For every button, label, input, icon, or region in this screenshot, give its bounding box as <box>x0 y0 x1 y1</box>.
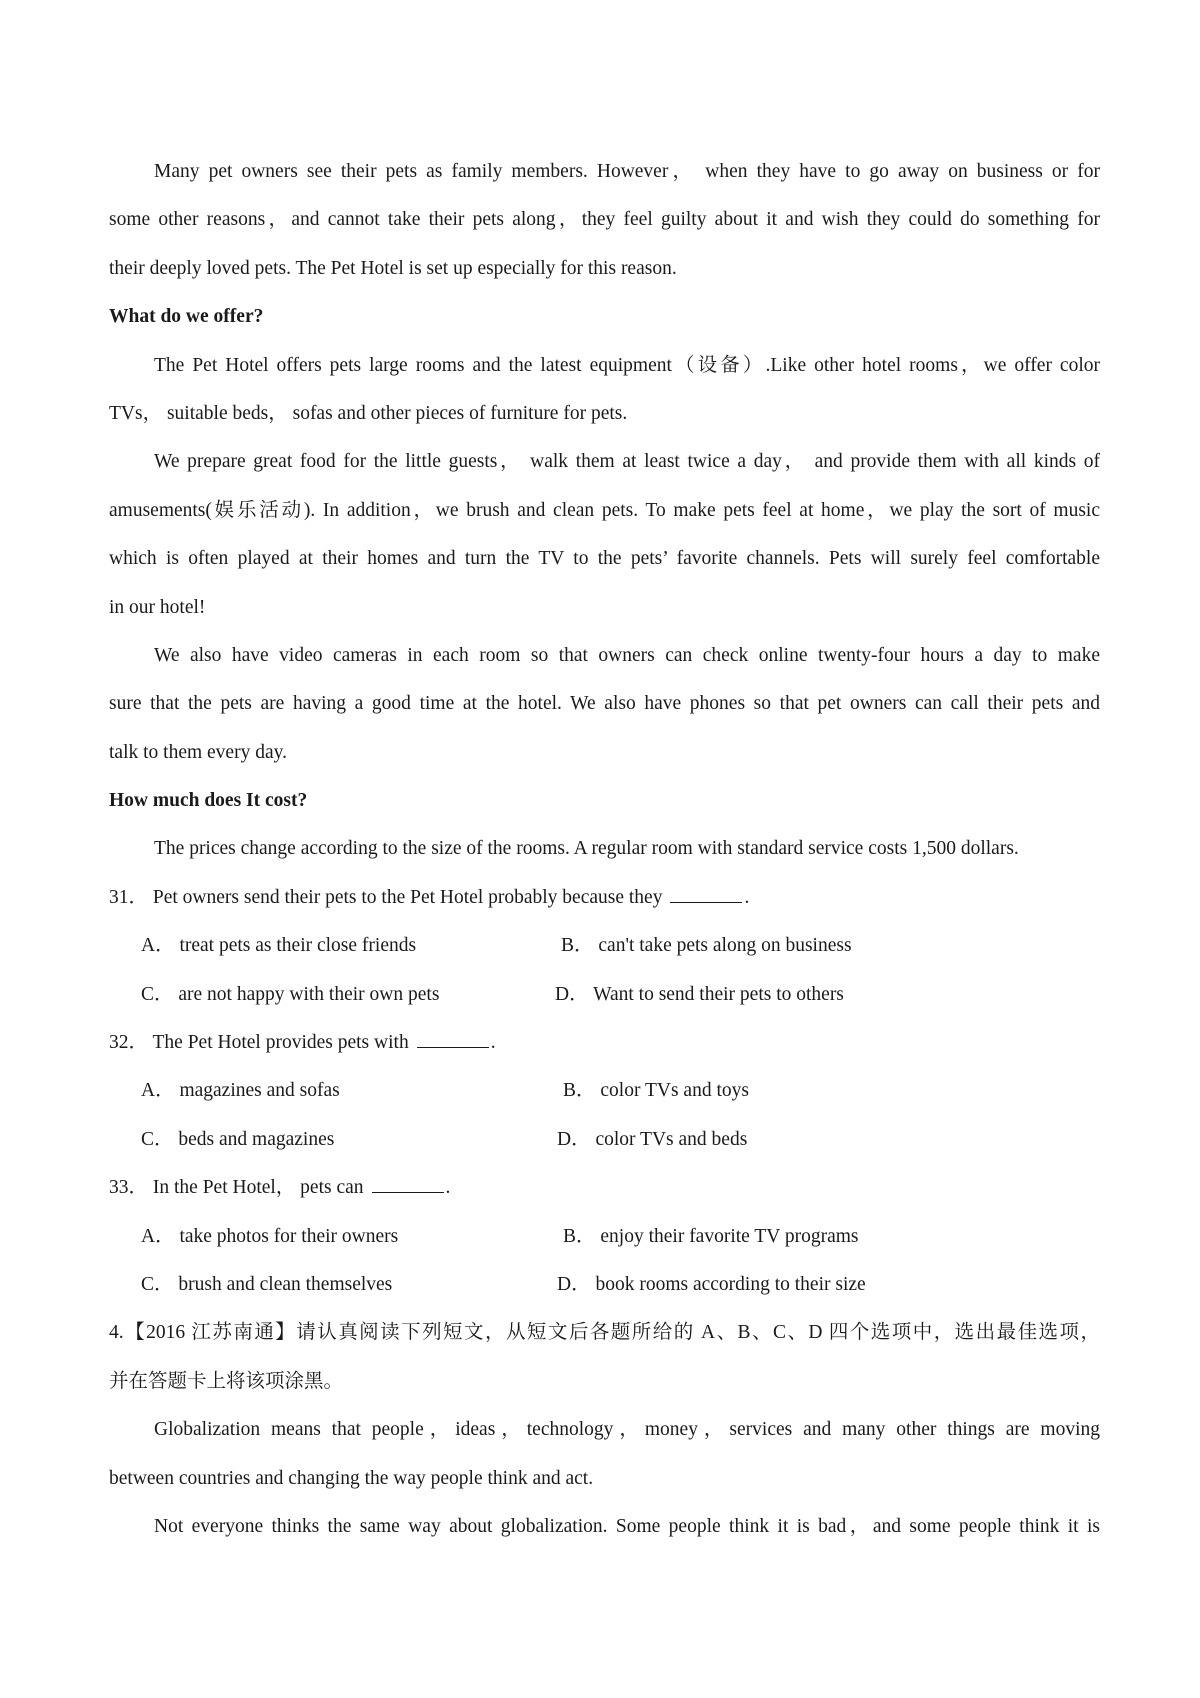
passage1-p4-line3: talk to them every day. <box>109 741 287 763</box>
section4-p2-line1: Not everyone thinks the same way about globalization. Some people think it is bad，and some people think it is <box>154 1515 1100 1537</box>
question-32-options-row1 <box>109 1067 1100 1115</box>
section4-instruction-line2: 并在答题卡上将该项涂黑。 <box>109 1370 344 1392</box>
question-stem-text: 33． In the Pet Hotel， pets can <box>109 1177 364 1199</box>
question-31-options-row1 <box>109 922 1100 970</box>
passage1-p5: The prices change according to the size of the rooms. A regular room with standard service costs 1,500 dollars. <box>154 838 1019 860</box>
question-stem-end: . <box>744 886 750 908</box>
passage1-p4-line1: We also have video cameras in each room so that owners can check online twenty-four hours a day to make <box>154 644 1100 666</box>
question-stem-text: 31． Pet owners send their pets to the Pet Hotel probably because they <box>109 886 663 908</box>
option-c: C． are not happy with their own pets <box>141 983 440 1005</box>
passage1-p3-line4: in our hotel! <box>109 596 206 618</box>
section4-p1-line1: Globalization means that people，ideas，technology，money，services and many other things are moving <box>154 1419 1100 1441</box>
passage1-p2-line2: TVs， suitable beds， sofas and other pieces of furniture for pets. <box>109 402 628 424</box>
passage1-p3-line3: which is often played at their homes and turn the TV to the pets’ favorite channels. Pets will surely feel comfortable <box>109 548 1100 570</box>
option-a: A． treat pets as their close friends <box>141 935 417 957</box>
passage1-p3-line1: We prepare great food for the little guests， walk them at least twice a day， and provide them with all kinds of <box>154 451 1100 473</box>
option-b: B． color TVs and toys <box>563 1080 749 1102</box>
question-stem-text: 32． The Pet Hotel provides pets with <box>109 1032 409 1054</box>
section-heading-offer: What do we offer? <box>109 306 264 328</box>
question-32-stem <box>109 1019 1100 1067</box>
option-c: C． beds and magazines <box>141 1128 335 1150</box>
passage1-p1-line1: Many pet owners see their pets as family members. However， when they have to go away on business or for <box>154 161 1100 182</box>
passage1-p3-line2: amusements(娱乐活动). In addition，we brush and clean pets. To make pets feel at home，we play the sort of music <box>109 499 1100 521</box>
question-stem-end: . <box>490 1032 496 1054</box>
question-33-options-row2 <box>109 1261 1100 1309</box>
question-31-options-row2 <box>109 971 1100 1019</box>
option-b: B． enjoy their favorite TV programs <box>563 1225 859 1247</box>
option-d: D． book rooms according to their size <box>557 1273 866 1295</box>
answer-blank <box>417 1028 489 1048</box>
section4-p1-line2: between countries and changing the way people think and act. <box>109 1467 594 1489</box>
option-d: D． color TVs and beds <box>557 1128 748 1150</box>
option-d: D． Want to send their pets to others <box>555 983 844 1005</box>
option-a: A． magazines and sofas <box>141 1080 340 1102</box>
question-33-stem <box>109 1164 1100 1212</box>
answer-blank <box>670 883 742 903</box>
question-33-options-row1 <box>109 1213 1100 1261</box>
section-heading-cost: How much does It cost? <box>109 790 308 812</box>
passage1-p2-line1: The Pet Hotel offers pets large rooms and the latest equipment（设备）.Like other hotel rooms，we offer color <box>154 354 1100 376</box>
answer-blank <box>372 1173 444 1193</box>
question-31-stem <box>109 874 1100 922</box>
option-c: C． brush and clean themselves <box>141 1273 393 1295</box>
passage1-p1-line2: some other reasons，and cannot take their pets along，they feel guilty about it and wish they could do something for <box>109 209 1100 231</box>
question-stem-end: . <box>445 1177 451 1199</box>
section4-instruction-line1: 4.【2016 江苏南通】请认真阅读下列短文，从短文后各题所给的 A、B、C、D 四个选项中，选出最佳选项， <box>109 1322 1100 1344</box>
question-32-options-row2 <box>109 1116 1100 1164</box>
document-page <box>109 148 1100 1551</box>
passage1-p4-line2: sure that the pets are having a good time at the hotel. We also have phones so that pet owners can call their pets and <box>109 693 1100 715</box>
option-a: A． take photos for their owners <box>141 1225 399 1247</box>
option-b: B． can't take pets along on business <box>561 935 852 957</box>
passage1-p1-line3: their deeply loved pets. The Pet Hotel is set up especially for this reason. <box>109 257 677 279</box>
